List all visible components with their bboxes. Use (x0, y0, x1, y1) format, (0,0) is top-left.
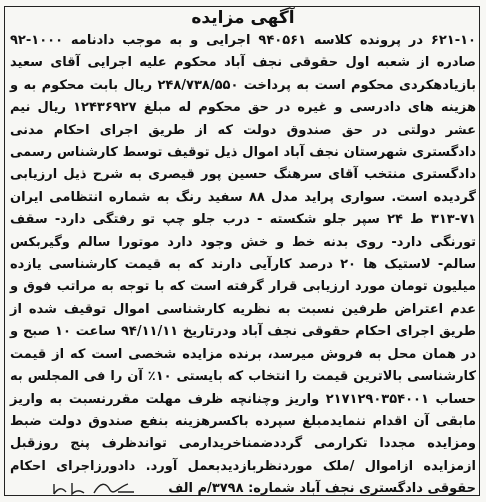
handwritten-signature-icon (48, 478, 140, 498)
notice-body: ۶۲۱-۱۰ در پرونده کلاسه ۹۴۰۵۶۱ اجرایی و به موجب دادنامه ۱۰۰۰-۹۲ صادره از شعبه اول حقوقی نجف آباد محکوم علیه اجرایی آقای سعید بازیاد‌هکردی محکوم است به پرداخت ۲۴۸/۷۳۸/۵۵۰ ریال بابت محکوم به و هزینه های دادرسی و غیره در حق محکوم له مبلغ ۱۲۴۳۶۹۲۷ ریال نیم عشر دولتی در حق صندوق دولت که از طریق اجرای احکام مدنی دادگستری شهرستان نجف آباد اموال ذیل توقیف توسط کارشناس رسمی دادگستری منتخب آقای سرهنگ حسین پور قیصری به شرح ذیل ارزیابی گردیده است. سواری پراید مدل ۸۸ سفید رنگ به شماره انتظامی ایران ۷۱-۳۱۳ ط ۲۴ سپر جلو شکسته - درب جلو چپ تو رفتگی دارد- سقف تورنگی دارد- روی بدنه خط و خش وجود دارد موتورا سالم وگیربکس سالم- لاستیک ها ۲۰ درصد کارآیی دارند که به قیمت کارشناسی یازده میلیون تومان مورد ارزیابی قرار گرفته است که با توجه به مراتب فوق و عدم اعتراض طرفین نسبت به نظریه کارشناسی اموال توقیف شده از طریق اجرای احکام حقوقی نجف آباد ودرتاریخ ۹۴/۱۱/۱۱ ساعت ۱۰ صبح و در همان محل به فروش میرسد، برنده مزایده شخصی است که از قیمت کارشناسی بالاترین قیمت را انتخاب که بایستی ۱۰٪ آن را فی المجلس به حساب ۲۱۷۱۲۹۰۳۵۴۰۰۱ واریز وچنانچه ظرف مهلت مقررنسبت به واریز مابقی آن اقدام ننمایدمبلغ سپرده باکسرهزینه بنفع صندوق دولت ضبط ومزایده مجددا تکرارمی گرددضمناخریدارمی تواندظرف پنج روزقبل ازمزایده ازاموال /ملک موردنظربازدیدبعمل آورد. دادورزاجرای احکام حقوقی دادگستری نجف آباد شماره: ۳۷۹۸/م الف (10, 33, 476, 497)
notice-title: آگهی مزایده (191, 8, 295, 28)
